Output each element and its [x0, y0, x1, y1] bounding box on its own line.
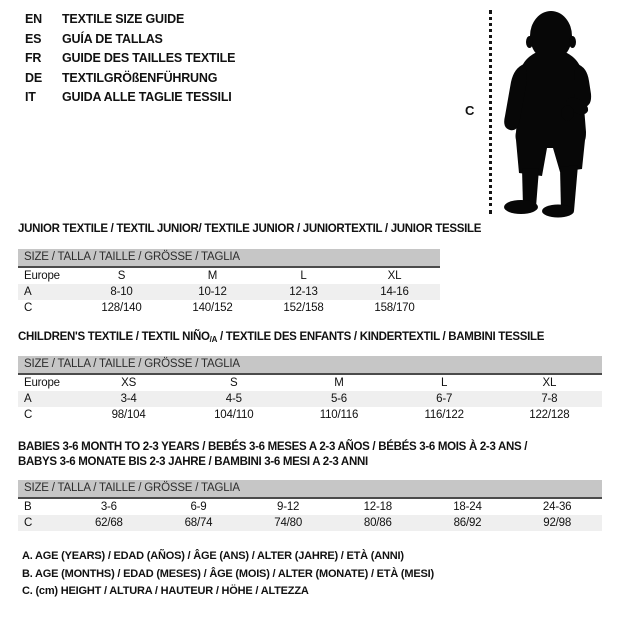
babies-title-line2: BABYS 3-6 MONATE BIS 2-3 JAHRE / BAMBINI 3-6 MESI A 2-3 ANNI: [18, 456, 368, 468]
junior-table-title: JUNIOR TEXTILE / TEXTIL JUNIOR/ TEXTILE JUNIOR / JUNIORTEXTIL / JUNIOR TESSILE: [18, 223, 482, 235]
language-row: [25, 88, 235, 108]
table-cell: 18-24: [453, 500, 482, 513]
table-cell: 12-13: [258, 284, 349, 300]
row-label: C: [24, 301, 33, 314]
table-cell: L: [441, 376, 448, 389]
table-cell: S: [117, 269, 126, 282]
row-label: C: [18, 515, 64, 531]
children-size-table: [18, 356, 602, 423]
table-cell: 9-12: [277, 500, 300, 513]
table-cell: M: [207, 269, 218, 282]
language-code: DE: [25, 70, 42, 85]
table-cell: S: [230, 376, 238, 389]
measurement-legend: [22, 548, 434, 601]
language-title: TEXTILGRÖßENFÜHRUNG: [62, 70, 218, 85]
language-code: IT: [25, 90, 36, 104]
table-cell: 14-16: [349, 284, 440, 300]
table-cell: 140/152: [192, 301, 233, 314]
height-measure-label: C: [465, 103, 475, 118]
table-cell: 74/80: [243, 515, 333, 531]
table-cell: L: [300, 269, 307, 282]
language-title: GUIDA ALLE TAGLIE TESSILI: [62, 90, 232, 104]
table-cell: 80/86: [333, 515, 423, 531]
table-cell: 86/92: [423, 515, 513, 531]
language-title: TEXTILE SIZE GUIDE: [62, 12, 185, 26]
table-cell: 3-6: [100, 500, 117, 513]
table-cell: 122/128: [529, 408, 570, 421]
table-cell: 6-9: [190, 500, 207, 513]
language-code: ES: [25, 31, 42, 46]
toddler-silhouette-image: [497, 6, 615, 218]
children-title-subscript: /A: [209, 335, 218, 344]
language-list: [25, 10, 235, 108]
language-row: [25, 10, 235, 30]
language-title: GUÍA DE TALLAS: [62, 31, 163, 46]
table-row: [18, 515, 602, 531]
language-row: [25, 69, 235, 89]
table-cell: 158/170: [374, 301, 415, 314]
table-cell: XL: [387, 269, 402, 282]
table-cell: 62/68: [64, 515, 154, 531]
table-cell: 68/74: [154, 515, 244, 531]
table-cell: 110/116: [319, 408, 359, 421]
babies-table-title: [18, 440, 618, 470]
table-cell: XL: [542, 376, 557, 389]
table-row: [18, 498, 602, 515]
row-label: C: [24, 408, 33, 421]
babies-size-table: [18, 480, 602, 531]
row-label: A: [18, 391, 76, 407]
table-cell: 116/122: [424, 408, 464, 421]
language-row: [25, 30, 235, 50]
table-row: [18, 407, 602, 423]
language-code: FR: [25, 51, 42, 65]
children-table-title: [18, 331, 544, 344]
row-label: B: [24, 500, 32, 513]
table-row: [18, 300, 440, 316]
table-cell: 5-6: [286, 391, 391, 407]
table-cell: 104/110: [214, 408, 254, 421]
table-cell: 12-18: [363, 500, 392, 513]
legend-line-b: B. AGE (MONTHS) / EDAD (MESES) / ÂGE (MOIS) / ALTER (MONATE) / ETÀ (MESI): [22, 567, 434, 580]
table-row: [18, 374, 602, 391]
size-table-header: SIZE / TALLA / TAILLE / GRÖSSE / TAGLIA: [18, 249, 440, 267]
legend-line-a: A. AGE (YEARS) / EDAD (AÑOS) / ÂGE (ANS) / ALTER (JAHRE) / ETÀ (ANNI): [22, 550, 404, 562]
language-code: EN: [25, 12, 42, 26]
language-row: [25, 49, 235, 69]
table-cell: 3-4: [76, 391, 181, 407]
table-row: [18, 284, 440, 300]
table-cell: 98/104: [111, 408, 146, 421]
size-table-header: SIZE / TALLA / TAILLE / GRÖSSE / TAGLIA: [18, 480, 602, 498]
row-label: A: [18, 284, 76, 300]
row-label: Europe: [24, 376, 60, 389]
table-cell: 6-7: [392, 391, 497, 407]
height-dotted-line: [489, 10, 492, 214]
children-title-text: / TEXTILE DES ENFANTS / KINDERTEXTIL / BAMBINI TESSILE: [217, 331, 545, 343]
junior-size-table: [18, 249, 440, 316]
table-cell: 7-8: [497, 391, 602, 407]
table-cell: XS: [121, 376, 137, 389]
size-table-header: SIZE / TALLA / TAILLE / GRÖSSE / TAGLIA: [18, 356, 602, 374]
legend-line-c: C. (cm) HEIGHT / ALTURA / HAUTEUR / HÖHE / ALTEZZA: [22, 585, 309, 597]
table-cell: 24-36: [542, 500, 572, 513]
table-row: [18, 391, 602, 407]
table-cell: 128/140: [101, 301, 142, 314]
language-title: GUIDE DES TAILLES TEXTILE: [62, 51, 236, 65]
table-cell: 92/98: [512, 515, 602, 531]
table-cell: 4-5: [181, 391, 286, 407]
children-title-text: CHILDREN'S TEXTILE / TEXTIL NIÑO: [18, 331, 210, 343]
table-cell: 10-12: [167, 284, 258, 300]
table-cell: M: [334, 376, 344, 389]
table-cell: 8-10: [76, 284, 167, 300]
babies-title-line1: BABIES 3-6 MONTH TO 2-3 YEARS / BEBÉS 3-6 MESES A 2-3 AÑOS / BÉBÉS 3-6 MOIS À 2-3 ANS /: [18, 441, 528, 453]
row-label: Europe: [24, 269, 60, 282]
table-cell: 152/158: [283, 301, 324, 314]
table-row: [18, 267, 440, 284]
